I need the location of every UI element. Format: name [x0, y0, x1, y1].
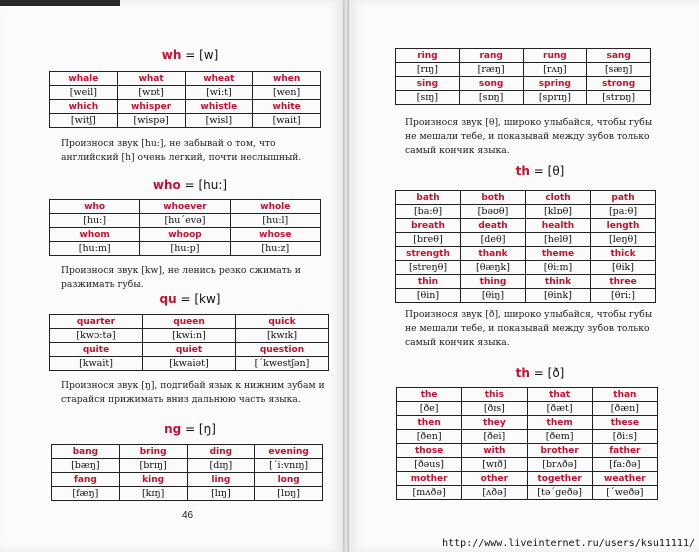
word-cell: long — [255, 473, 323, 487]
transcription-cell: [witʃ] — [50, 114, 118, 128]
word-row — [50, 200, 321, 214]
transcription-cell: [´i:vnɪŋ] — [255, 459, 323, 473]
word-row — [50, 100, 321, 114]
word-cell: which — [50, 100, 118, 114]
transcription-cell: [deθ] — [461, 233, 526, 247]
word-cell: whoever — [140, 200, 230, 214]
word-cell: both — [461, 191, 526, 205]
transcription-cell: [sæŋ] — [587, 63, 651, 77]
word-cell: quite — [50, 343, 143, 357]
word-cell: them — [527, 416, 592, 430]
top-edge-mark — [0, 0, 120, 6]
word-cell: whom — [50, 228, 140, 242]
transcription-cell: [´weðə] — [592, 486, 657, 500]
transcription-cell: [ðæt] — [527, 402, 592, 416]
transcription-cell: [bəʊθ] — [461, 205, 526, 219]
word-cell: those — [397, 444, 462, 458]
word-row — [50, 343, 329, 357]
transcription-cell: [fa:ðə] — [592, 458, 657, 472]
transcription-cell: [leŋθ] — [591, 233, 656, 247]
transcription-cell: [wen] — [253, 86, 321, 100]
heading-th-voiced — [490, 366, 590, 380]
transcription-row — [396, 261, 656, 275]
word-cell: length — [591, 219, 656, 233]
word-cell: what — [117, 72, 185, 86]
heading-word: th — [515, 164, 530, 178]
heading-th-voiceless — [490, 164, 590, 178]
word-cell: thick — [591, 247, 656, 261]
heading-word: ng — [164, 422, 182, 436]
word-cell: path — [591, 191, 656, 205]
word-cell: spring — [523, 77, 587, 91]
table-th-voiced — [396, 387, 658, 500]
word-row — [396, 275, 656, 289]
note-th-voiced: Произнося звук [ð], широко улыбайся, чтобы губы не мешали тебе, и показывай между зубов только самый кончик языка. — [405, 309, 653, 348]
transcription-row — [50, 214, 321, 228]
heading-sound: = [θ] — [533, 164, 565, 178]
word-cell: this — [462, 388, 527, 402]
table-ng — [51, 444, 323, 501]
word-cell: strength — [396, 247, 461, 261]
transcription-cell: [ðɪs] — [462, 402, 527, 416]
table-wh — [49, 71, 321, 128]
transcription-row — [50, 357, 329, 371]
transcription-cell: [pa:θ] — [591, 205, 656, 219]
word-cell: song — [459, 77, 523, 91]
heading-word: wh — [161, 48, 182, 62]
transcription-row — [396, 289, 656, 303]
transcription-cell: [hu:p] — [140, 242, 230, 256]
word-cell: with — [462, 444, 527, 458]
transcription-row — [50, 86, 321, 100]
word-cell: bang — [52, 445, 120, 459]
word-cell: thing — [461, 275, 526, 289]
word-row — [52, 473, 323, 487]
word-row — [50, 228, 321, 242]
transcription-cell: [sɒŋ] — [459, 91, 523, 105]
transcription-cell: [hu:z] — [230, 242, 320, 256]
word-cell: whistle — [185, 100, 253, 114]
word-cell: theme — [526, 247, 591, 261]
transcription-cell: [fæŋ] — [52, 487, 120, 501]
word-cell: ring — [396, 49, 460, 63]
transcription-cell: [ðe] — [397, 402, 462, 416]
table-who — [49, 199, 321, 256]
word-cell: mother — [397, 472, 462, 486]
word-row — [397, 388, 658, 402]
transcription-cell: [θik] — [591, 261, 656, 275]
heading-wh — [140, 48, 240, 62]
transcription-cell: [klɒθ] — [526, 205, 591, 219]
heading-word: qu — [159, 292, 177, 306]
word-cell: then — [397, 416, 462, 430]
transcription-cell: [sɪŋ] — [396, 91, 460, 105]
transcription-cell: [θiŋ] — [461, 289, 526, 303]
word-cell: question — [236, 343, 329, 357]
transcription-cell: [ði:s] — [592, 430, 657, 444]
transcription-cell: [lɪŋ] — [187, 487, 255, 501]
word-cell: whisper — [117, 100, 185, 114]
word-cell: when — [253, 72, 321, 86]
transcription-cell: [kwɔ:tə] — [50, 329, 143, 343]
word-cell: other — [462, 472, 527, 486]
word-cell: father — [592, 444, 657, 458]
heading-word: th — [515, 366, 530, 380]
transcription-cell: [θink] — [526, 289, 591, 303]
heading-word: who — [152, 178, 181, 192]
transcription-cell: [lɒŋ] — [255, 487, 323, 501]
transcription-cell: [kwaiət] — [143, 357, 236, 371]
transcription-cell: [tə´geðə] — [527, 486, 592, 500]
transcription-cell: [ba:θ] — [396, 205, 461, 219]
transcription-cell: [bæŋ] — [52, 459, 120, 473]
word-row — [397, 444, 658, 458]
heading-ng — [140, 422, 240, 436]
transcription-row — [397, 486, 658, 500]
heading-qu — [140, 292, 240, 306]
note-who: Произнося звук [kw], не ленись резко сжимать и разжимать губы. — [61, 265, 301, 290]
heading-sound: = [ð] — [533, 366, 565, 380]
word-cell: that — [527, 388, 592, 402]
word-cell: whose — [230, 228, 320, 242]
word-row — [396, 191, 656, 205]
word-cell: white — [253, 100, 321, 114]
transcription-row — [396, 205, 656, 219]
word-cell: together — [527, 472, 592, 486]
transcription-row — [397, 430, 658, 444]
table-qu — [49, 314, 329, 371]
transcription-cell: [ʌðə] — [462, 486, 527, 500]
word-cell: health — [526, 219, 591, 233]
word-cell: quick — [236, 315, 329, 329]
word-cell: death — [461, 219, 526, 233]
word-cell: bring — [119, 445, 187, 459]
transcription-cell: [wisl] — [185, 114, 253, 128]
transcription-cell: [hu:] — [50, 214, 140, 228]
heading-who — [140, 178, 240, 192]
word-cell: sing — [396, 77, 460, 91]
transcription-cell: [wɪð] — [462, 458, 527, 472]
note-qu: Произнося звук [ŋ], подгибай язык к нижним зубам и старайся прижимать вниз дальнюю часть языка. — [61, 380, 325, 405]
transcription-cell: [brʌðə] — [527, 458, 592, 472]
transcription-cell: [kɪŋ] — [119, 487, 187, 501]
transcription-cell: [wɒt] — [117, 86, 185, 100]
transcription-cell: [weil] — [50, 86, 118, 100]
word-cell: wheat — [185, 72, 253, 86]
transcription-cell: [θæŋk] — [461, 261, 526, 275]
heading-sound: = [ŋ] — [185, 422, 216, 436]
word-cell: the — [397, 388, 462, 402]
word-row — [396, 247, 656, 261]
transcription-row — [50, 329, 329, 343]
transcription-row — [50, 242, 321, 256]
word-cell: three — [591, 275, 656, 289]
word-cell: quiet — [143, 343, 236, 357]
note-th-voiceless: Произнося звук [θ], широко улыбайся, чтобы губы не мешали тебе, и показывай между зубов только самый кончик языка. — [405, 117, 653, 156]
transcription-cell: [θi:m] — [526, 261, 591, 275]
transcription-cell: [kwɪk] — [236, 329, 329, 343]
transcription-cell: [θri:] — [591, 289, 656, 303]
transcription-cell: [wi:t] — [185, 86, 253, 100]
word-row — [397, 416, 658, 430]
word-cell: cloth — [526, 191, 591, 205]
transcription-cell: [ræŋ] — [459, 63, 523, 77]
transcription-cell: [´kwestʃən] — [236, 357, 329, 371]
word-cell: king — [119, 473, 187, 487]
transcription-row — [52, 459, 323, 473]
transcription-cell: [ðei] — [462, 430, 527, 444]
word-row — [52, 445, 323, 459]
transcription-cell: [ðem] — [527, 430, 592, 444]
word-cell: thin — [396, 275, 461, 289]
transcription-cell: [rɪŋ] — [396, 63, 460, 77]
word-cell: think — [526, 275, 591, 289]
transcription-cell: [ðæn] — [592, 402, 657, 416]
transcription-cell: [brɪŋ] — [119, 459, 187, 473]
word-cell: these — [592, 416, 657, 430]
word-row — [50, 72, 321, 86]
heading-sound: = [hu:] — [184, 178, 228, 192]
transcription-cell: [hu:m] — [50, 242, 140, 256]
table-ng-continued — [395, 48, 651, 105]
word-cell: strong — [587, 77, 651, 91]
transcription-cell: [ðen] — [397, 430, 462, 444]
transcription-cell: [wait] — [253, 114, 321, 128]
transcription-row — [397, 458, 658, 472]
word-cell: weather — [592, 472, 657, 486]
transcription-cell: [θin] — [396, 289, 461, 303]
word-row — [396, 77, 651, 91]
note-wh: Произнося звук [hu:], не забывай о том, что английский [h] очень легкий, почти неслышный. — [61, 138, 302, 163]
word-row — [396, 49, 651, 63]
transcription-cell: [helθ] — [526, 233, 591, 247]
transcription-cell: [sprɪŋ] — [523, 91, 587, 105]
word-cell: ling — [187, 473, 255, 487]
word-cell: than — [592, 388, 657, 402]
word-cell: they — [462, 416, 527, 430]
word-cell: rang — [459, 49, 523, 63]
word-cell: thank — [461, 247, 526, 261]
table-th-voiceless — [395, 190, 656, 303]
transcription-cell: [streŋθ] — [396, 261, 461, 275]
word-cell: ding — [187, 445, 255, 459]
transcription-row — [52, 487, 323, 501]
word-row — [396, 219, 656, 233]
transcription-cell: [breθ] — [396, 233, 461, 247]
word-cell: whoop — [140, 228, 230, 242]
word-cell: whole — [230, 200, 320, 214]
page-number: 46 — [182, 510, 194, 521]
transcription-row — [50, 114, 321, 128]
transcription-cell: [kwi:n] — [143, 329, 236, 343]
heading-sound: = [w] — [185, 48, 219, 62]
word-cell: brother — [527, 444, 592, 458]
transcription-row — [396, 63, 651, 77]
heading-sound: = [kw] — [180, 292, 221, 306]
transcription-cell: [hu:l] — [230, 214, 320, 228]
transcription-cell: [hu´evə] — [140, 214, 230, 228]
word-cell: rung — [523, 49, 587, 63]
transcription-cell: [dɪŋ] — [187, 459, 255, 473]
transcription-row — [397, 402, 658, 416]
transcription-cell: [rʌŋ] — [523, 63, 587, 77]
word-cell: quarter — [50, 315, 143, 329]
transcription-cell: [kwait] — [50, 357, 143, 371]
word-cell: sang — [587, 49, 651, 63]
word-cell: breath — [396, 219, 461, 233]
source-url: http://www.liveinternet.ru/users/ksu11111/ — [442, 538, 695, 549]
transcription-cell: [wispə] — [117, 114, 185, 128]
word-cell: bath — [396, 191, 461, 205]
word-cell: queen — [143, 315, 236, 329]
transcription-row — [396, 91, 651, 105]
word-row — [50, 315, 329, 329]
transcription-cell: [ðəus] — [397, 458, 462, 472]
word-cell: fang — [52, 473, 120, 487]
word-cell: who — [50, 200, 140, 214]
word-cell: whale — [50, 72, 118, 86]
transcription-cell: [strɒŋ] — [587, 91, 651, 105]
word-cell: evening — [255, 445, 323, 459]
transcription-cell: [mʌðə] — [397, 486, 462, 500]
transcription-row — [396, 233, 656, 247]
word-row — [397, 472, 658, 486]
